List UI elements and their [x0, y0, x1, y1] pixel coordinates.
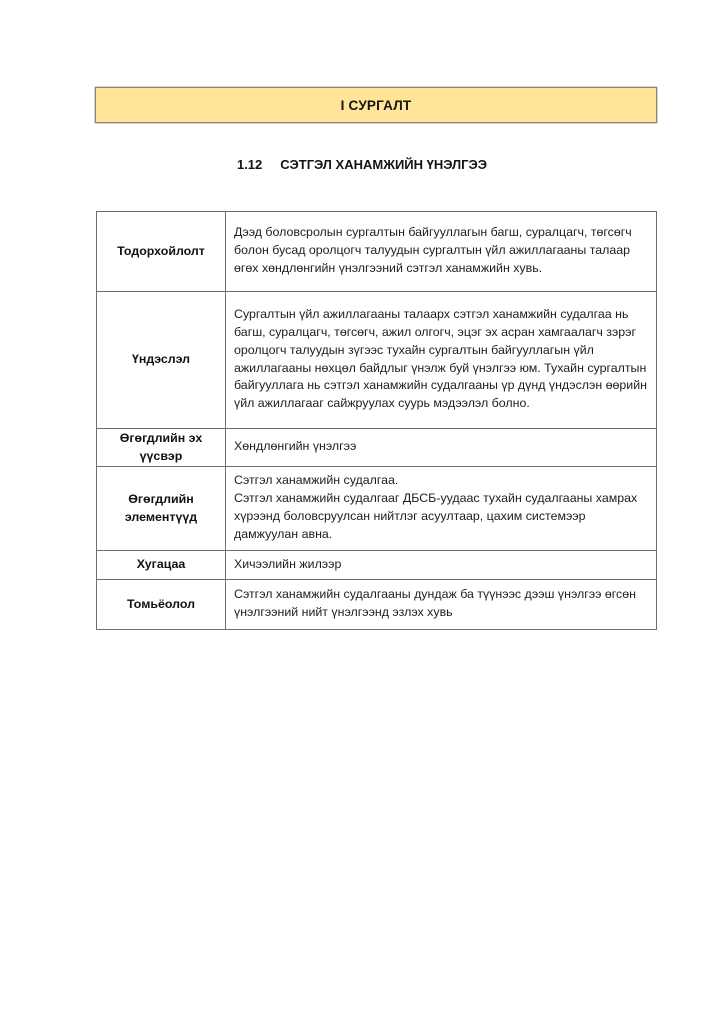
row-label: Хугацаа	[97, 551, 226, 580]
chapter-title: I СУРГАЛТ	[340, 97, 412, 113]
row-value: Хичээлийн жилээр	[226, 551, 657, 580]
table-row-data-elements	[97, 467, 657, 551]
section-number: 1.12	[236, 157, 263, 172]
section-title: СЭТГЭЛ ХАНАМЖИЙН ҮНЭЛГЭЭ	[280, 157, 488, 172]
row-label: Өгөгдлийн элементүүд	[97, 467, 226, 551]
table-row-rationale	[97, 292, 657, 429]
row-value	[226, 467, 657, 551]
table-row-definition	[97, 212, 657, 292]
table-row-formula	[97, 580, 657, 630]
row-label: Өгөгдлийн эх үүсвэр	[97, 429, 226, 467]
row-value: Хөндлөнгийн үнэлгээ	[226, 429, 657, 467]
section-heading	[0, 157, 724, 172]
row-label: Үндэслэл	[97, 292, 226, 429]
table-row-period	[97, 551, 657, 580]
row-label: Томьёолол	[97, 580, 226, 630]
row-value: Сэтгэл ханамжийн судалгааны дундаж ба түүнээс дээш үнэлгээ өгсөн үнэлгээний нийт үнэлгээнд эзлэх хувь	[226, 580, 657, 630]
row-value-line: Сэтгэл ханамжийн судалгаа.	[234, 473, 399, 488]
row-value: Сургалтын үйл ажиллагааны талаарх сэтгэл ханамжийн судалгаа нь багш, суралцагч, төгсөгч, ажил олгогч, эцэг эх асран хамгаалагч зэрэг оролцогч талуудын зүгээс тухайн сургалтын байгууллагын үйл ажиллагааны нөхцөл байдлыг үнэлж буй үнэлгээ юм. Тухайн сургалтын байгууллага нь сэтгэл ханамжийн судалгааны үр дүнд үндэслэн өөрийн үйл ажиллагааг сайжруулах суурь мэдээлэл болно.	[226, 292, 657, 429]
table-row-data-source	[97, 429, 657, 467]
row-value-line: Сэтгэл ханамжийн судалгааг ДБСБ-уудаас тухайн судалгааны хамрах хүрээнд боловсруулсан нийтлэг асуултаар, цахим системээр дамжуулан авна.	[234, 491, 638, 541]
chapter-banner	[95, 87, 657, 123]
indicator-table	[96, 211, 657, 630]
row-label: Тодорхойлолт	[97, 212, 226, 292]
row-value: Дээд боловсролын сургалтын байгууллагын багш, суралцагч, төгсөгч болон бусад оролцогч талуудын сургалтын үйл ажиллагааны талаар өгөх хөндлөнгийн үнэлгээний сэтгэл ханамжийн хувь.	[226, 212, 657, 292]
